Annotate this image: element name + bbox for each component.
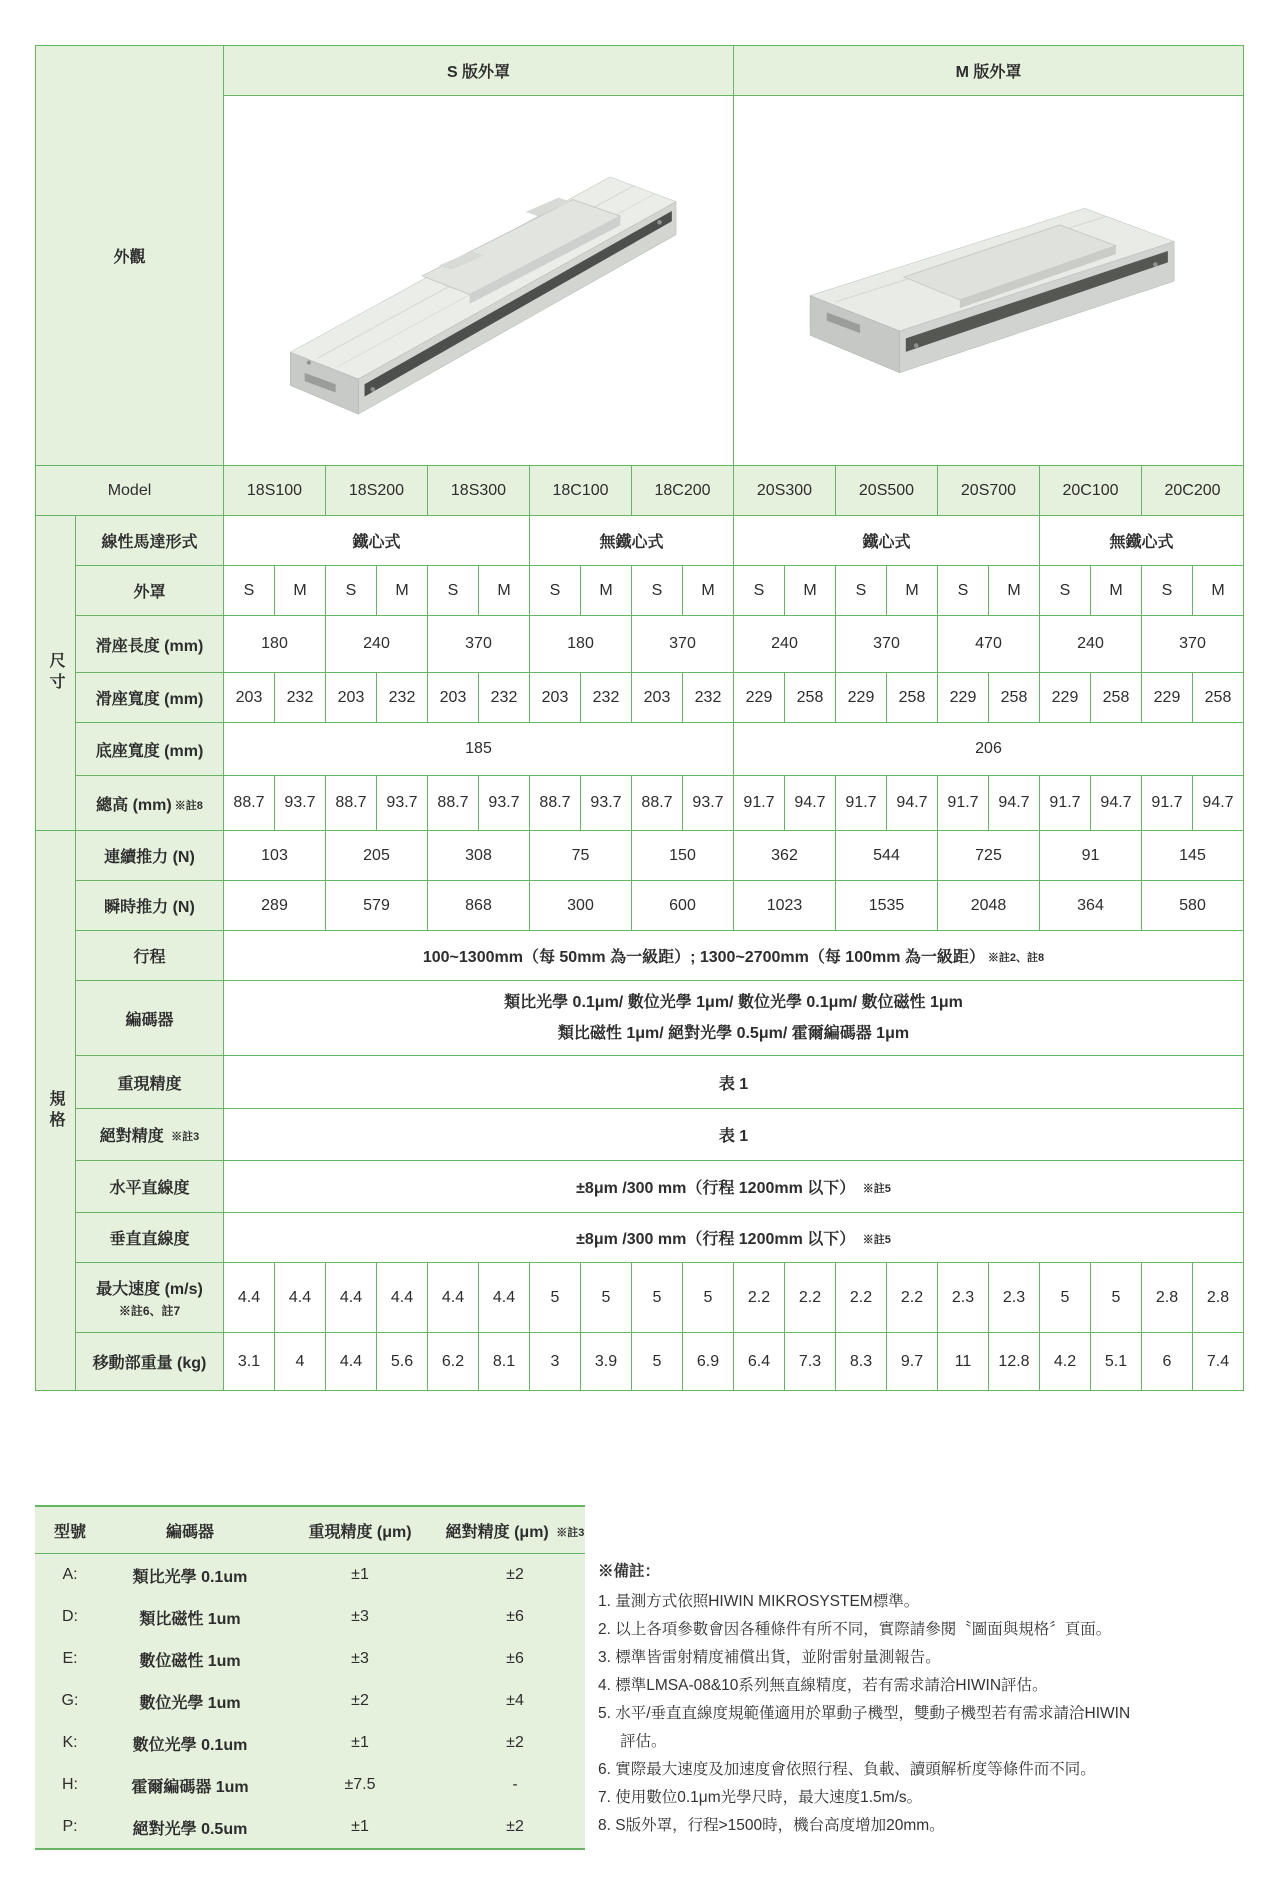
base-width-row bbox=[36, 723, 1244, 776]
value-cell: 289 bbox=[224, 881, 326, 931]
note-ref: ※註8 bbox=[174, 799, 203, 812]
cover-cell: S bbox=[836, 566, 887, 616]
max-speed-label bbox=[76, 1263, 224, 1333]
vertical-straightness-value bbox=[224, 1213, 1244, 1263]
value-cell: 4.4 bbox=[326, 1263, 377, 1333]
motor-type-cell: 無鐵心式 bbox=[1040, 516, 1244, 566]
value-cell: 91.7 bbox=[836, 776, 887, 831]
repeatability-cell: ±3 bbox=[351, 1608, 369, 1625]
value-cell: 370 bbox=[428, 616, 530, 673]
note-ref: ※註5 bbox=[862, 1234, 891, 1246]
max-speed-row bbox=[36, 1263, 1244, 1333]
cover-cell: S bbox=[1142, 566, 1193, 616]
code-cell: D: bbox=[62, 1608, 78, 1625]
value-cell: 8.3 bbox=[836, 1333, 887, 1391]
value-cell: 308 bbox=[428, 831, 530, 881]
horizontal-straightness-label: 水平直線度 bbox=[76, 1161, 224, 1213]
value-cell: 94.7 bbox=[887, 776, 938, 831]
continuous-force-label: 連續推力 (N) bbox=[76, 831, 224, 881]
vertical-straightness-label: 垂直直線度 bbox=[76, 1213, 224, 1263]
value-cell: 240 bbox=[734, 616, 836, 673]
appearance-label: 外觀 bbox=[36, 46, 224, 466]
encoder-table-header-absolute bbox=[445, 1506, 585, 1554]
cover-type-row bbox=[36, 566, 1244, 616]
encoder-line-2: 類比磁性 1μm/ 絕對光學 0.5μm/ 霍爾編碼器 1μm bbox=[557, 1025, 910, 1042]
value-cell: 203 bbox=[428, 673, 479, 723]
value-cell: 5 bbox=[1091, 1263, 1142, 1333]
absolute-cell: - bbox=[512, 1776, 518, 1793]
horizontal-straightness-row bbox=[36, 1161, 1244, 1213]
value-cell: 145 bbox=[1142, 831, 1244, 881]
note-ref: ※註5 bbox=[862, 1183, 891, 1195]
value-cell: 11 bbox=[938, 1333, 989, 1391]
value-cell: 203 bbox=[326, 673, 377, 723]
m-cover-rail-illustration bbox=[779, 148, 1199, 408]
vertical-straightness-row bbox=[36, 1213, 1244, 1263]
value-cell: 93.7 bbox=[479, 776, 530, 831]
value-cell: 8.1 bbox=[479, 1333, 530, 1391]
value-cell: 88.7 bbox=[326, 776, 377, 831]
label-text: 總高 (mm) bbox=[96, 796, 172, 814]
cover-cell: M bbox=[989, 566, 1040, 616]
model-cell: 20C100 bbox=[1040, 466, 1142, 516]
value-cell: 2.2 bbox=[836, 1263, 887, 1333]
value-cell: 868 bbox=[428, 881, 530, 931]
cover-cell: S bbox=[224, 566, 275, 616]
absolute-accuracy-label bbox=[76, 1109, 224, 1161]
value-cell: 94.7 bbox=[1193, 776, 1244, 831]
encoder-table-row bbox=[35, 1596, 585, 1638]
cover-header-row bbox=[36, 46, 1244, 96]
s-cover-rail-illustration bbox=[259, 113, 699, 443]
absolute-cell: ±6 bbox=[506, 1650, 524, 1667]
value-cell: 4.4 bbox=[224, 1263, 275, 1333]
value-cell: 4.4 bbox=[428, 1263, 479, 1333]
value-cell: 232 bbox=[581, 673, 632, 723]
s-cover-product-photo bbox=[224, 96, 734, 466]
value-cell: 93.7 bbox=[377, 776, 428, 831]
value-cell: 2.3 bbox=[989, 1263, 1040, 1333]
model-cell: 18S200 bbox=[326, 466, 428, 516]
cover-cell: S bbox=[428, 566, 479, 616]
code-cell: E: bbox=[62, 1650, 78, 1667]
horizontal-straightness-value bbox=[224, 1161, 1244, 1213]
note-item: 3. 標準皆雷射精度補償出貨，並附雷射量測報告。 bbox=[598, 1649, 941, 1666]
value-cell: 2.8 bbox=[1193, 1263, 1244, 1333]
repeatability-cell: ±2 bbox=[351, 1692, 369, 1709]
value-cell: 229 bbox=[836, 673, 887, 723]
value-cell: 5.1 bbox=[1091, 1333, 1142, 1391]
value-cell: 93.7 bbox=[581, 776, 632, 831]
motor-type-cell: 無鐵心式 bbox=[530, 516, 734, 566]
value-cell: 3.1 bbox=[224, 1333, 275, 1391]
continuous-force-row bbox=[36, 831, 1244, 881]
repeatability-row bbox=[36, 1056, 1244, 1109]
value-cell: 9.7 bbox=[887, 1333, 938, 1391]
stroke-row bbox=[36, 931, 1244, 981]
model-cell: 20S700 bbox=[938, 466, 1040, 516]
encoder-name-cell: 類比光學 0.1um bbox=[132, 1568, 248, 1586]
value-cell: 4.4 bbox=[326, 1333, 377, 1391]
value-cell: 91.7 bbox=[734, 776, 785, 831]
value-cell: 203 bbox=[224, 673, 275, 723]
model-cell: 20S300 bbox=[734, 466, 836, 516]
repeatability-cell: ±3 bbox=[351, 1650, 369, 1667]
value-cell: 180 bbox=[224, 616, 326, 673]
cover-cell: M bbox=[275, 566, 326, 616]
cover-cell: S bbox=[938, 566, 989, 616]
encoder-table-row bbox=[35, 1680, 585, 1722]
value-cell: 258 bbox=[1091, 673, 1142, 723]
cover-cell: M bbox=[1091, 566, 1142, 616]
value-cell: 103 bbox=[224, 831, 326, 881]
note-item: 1. 量測方式依照HIWIN MIKROSYSTEM標準。 bbox=[598, 1593, 920, 1610]
stroke-text: 100~1300mm（每 50mm 為一級距）; 1300~2700mm（每 100mm 為一級距） bbox=[422, 949, 985, 966]
straightness-text: ±8μm /300 mm（行程 1200mm 以下） bbox=[576, 1231, 856, 1248]
note-item: 5. 水平/垂直直線度規範僅適用於單動子機型，雙動子機型若有需求請洽HIWIN評估。 bbox=[598, 1705, 1131, 1750]
value-cell: 5 bbox=[581, 1263, 632, 1333]
value-cell: 5 bbox=[530, 1263, 581, 1333]
note-ref: ※註6、註7 bbox=[118, 1304, 181, 1318]
notes-title: ※備註： bbox=[598, 1563, 661, 1580]
note-item: 4. 標準LMSA-08&10系列無直線精度，若有需求請洽HIWIN評估。 bbox=[598, 1677, 1048, 1694]
model-cell: 18C200 bbox=[632, 466, 734, 516]
slider-width-label: 滑座寬度 (mm) bbox=[76, 673, 224, 723]
encoder-value bbox=[224, 981, 1244, 1056]
value-cell: 3.9 bbox=[581, 1333, 632, 1391]
encoder-table-row bbox=[35, 1554, 585, 1597]
slider-width-row bbox=[36, 673, 1244, 723]
value-cell: 240 bbox=[326, 616, 428, 673]
encoder-row bbox=[36, 981, 1244, 1056]
encoder-table-row bbox=[35, 1764, 585, 1806]
value-cell: 364 bbox=[1040, 881, 1142, 931]
s-cover-header: S 版外罩 bbox=[224, 46, 734, 96]
value-cell: 5 bbox=[1040, 1263, 1091, 1333]
value-cell: 75 bbox=[530, 831, 632, 881]
note-item: 8. S版外罩，行程>1500時，機台高度增加20mm。 bbox=[598, 1817, 945, 1834]
encoder-table-row bbox=[35, 1638, 585, 1680]
value-cell: 94.7 bbox=[989, 776, 1040, 831]
motor-type-row bbox=[36, 516, 1244, 566]
value-cell: 5 bbox=[632, 1333, 683, 1391]
value-cell: 229 bbox=[734, 673, 785, 723]
cover-cell: S bbox=[530, 566, 581, 616]
stroke-value bbox=[224, 931, 1244, 981]
repeatability-cell: ±1 bbox=[351, 1818, 369, 1835]
repeatability-cell: ±1 bbox=[351, 1734, 369, 1751]
value-cell: 1535 bbox=[836, 881, 938, 931]
code-cell: A: bbox=[62, 1566, 78, 1583]
value-cell: 725 bbox=[938, 831, 1040, 881]
header-text: 絕對精度 (μm) bbox=[445, 1523, 549, 1541]
note-ref: ※註3 bbox=[556, 1526, 585, 1539]
moving-weight-row bbox=[36, 1333, 1244, 1391]
repeatability-value: 表 1 bbox=[224, 1056, 1244, 1109]
value-cell: 150 bbox=[632, 831, 734, 881]
value-cell: 362 bbox=[734, 831, 836, 881]
cover-cell: S bbox=[1040, 566, 1091, 616]
value-cell: 6 bbox=[1142, 1333, 1193, 1391]
value-cell: 2.8 bbox=[1142, 1263, 1193, 1333]
value-cell: 203 bbox=[530, 673, 581, 723]
encoder-table-row bbox=[35, 1806, 585, 1849]
absolute-cell: ±4 bbox=[506, 1692, 524, 1709]
base-width-label: 底座寬度 (mm) bbox=[76, 723, 224, 776]
value-cell: 370 bbox=[836, 616, 938, 673]
slider-length-row bbox=[36, 616, 1244, 673]
encoder-table-header-encoder: 編碼器 bbox=[105, 1506, 275, 1554]
model-cell: 18S100 bbox=[224, 466, 326, 516]
value-cell: 2048 bbox=[938, 881, 1040, 931]
total-height-row bbox=[36, 776, 1244, 831]
value-cell: 3 bbox=[530, 1333, 581, 1391]
encoder-table-row bbox=[35, 1722, 585, 1764]
absolute-cell: ±6 bbox=[506, 1608, 524, 1625]
value-cell: 6.9 bbox=[683, 1333, 734, 1391]
value-cell: 240 bbox=[1040, 616, 1142, 673]
value-cell: 232 bbox=[683, 673, 734, 723]
cover-cell: M bbox=[887, 566, 938, 616]
m-cover-product-photo bbox=[734, 96, 1244, 466]
value-cell: 7.4 bbox=[1193, 1333, 1244, 1391]
moving-weight-label: 移動部重量 (kg) bbox=[76, 1333, 224, 1391]
value-cell: 6.4 bbox=[734, 1333, 785, 1391]
value-cell: 258 bbox=[887, 673, 938, 723]
spec-section-label: 規格 bbox=[36, 831, 76, 1391]
encoder-line-1: 類比光學 0.1μm/ 數位光學 1μm/ 數位光學 0.1μm/ 數位磁性 1μm bbox=[504, 994, 963, 1011]
value-cell: 580 bbox=[1142, 881, 1244, 931]
value-cell: 203 bbox=[632, 673, 683, 723]
note-ref: ※註2、註8 bbox=[987, 952, 1045, 964]
motor-type-cell: 鐵心式 bbox=[224, 516, 530, 566]
encoder-accuracy-table bbox=[35, 1505, 585, 1850]
encoder-label: 編碼器 bbox=[76, 981, 224, 1056]
encoder-table-header-repeatability: 重現精度 (μm) bbox=[275, 1506, 445, 1554]
absolute-cell: ±2 bbox=[506, 1818, 524, 1835]
encoder-name-cell: 絕對光學 0.5um bbox=[132, 1820, 248, 1838]
encoder-name-cell: 數位磁性 1um bbox=[139, 1652, 241, 1670]
cover-cell: M bbox=[581, 566, 632, 616]
value-cell: 206 bbox=[734, 723, 1244, 776]
value-cell: 370 bbox=[1142, 616, 1244, 673]
note-item: 6. 實際最大速度及加速度會依照行程、負載、讀頭解析度等條件而不同。 bbox=[598, 1761, 1096, 1778]
value-cell: 232 bbox=[479, 673, 530, 723]
value-cell: 7.3 bbox=[785, 1333, 836, 1391]
encoder-name-cell: 數位光學 1um bbox=[139, 1694, 241, 1712]
value-cell: 94.7 bbox=[785, 776, 836, 831]
encoder-table-header-row bbox=[35, 1506, 585, 1554]
value-cell: 88.7 bbox=[428, 776, 479, 831]
stroke-label: 行程 bbox=[76, 931, 224, 981]
dimension-section-label: 尺寸 bbox=[36, 516, 76, 831]
value-cell: 93.7 bbox=[683, 776, 734, 831]
value-cell: 91.7 bbox=[1142, 776, 1193, 831]
value-cell: 2.2 bbox=[887, 1263, 938, 1333]
value-cell: 4.2 bbox=[1040, 1333, 1091, 1391]
total-height-label bbox=[76, 776, 224, 831]
peak-force-row bbox=[36, 881, 1244, 931]
note-ref: ※註3 bbox=[171, 1131, 200, 1143]
absolute-cell: ±2 bbox=[506, 1566, 524, 1583]
value-cell: 5 bbox=[683, 1263, 734, 1333]
value-cell: 91 bbox=[1040, 831, 1142, 881]
value-cell: 470 bbox=[938, 616, 1040, 673]
cover-cell: M bbox=[1193, 566, 1244, 616]
note-item: 2. 以上各項參數會因各種條件有所不同，實際請參閱〝圖面與規格〞頁面。 bbox=[598, 1621, 1112, 1638]
cover-cell: S bbox=[326, 566, 377, 616]
value-cell: 370 bbox=[632, 616, 734, 673]
motor-type-label: 線性馬達形式 bbox=[76, 516, 224, 566]
value-cell: 88.7 bbox=[224, 776, 275, 831]
cover-cell: M bbox=[479, 566, 530, 616]
value-cell: 2.3 bbox=[938, 1263, 989, 1333]
code-cell: H: bbox=[62, 1776, 78, 1793]
cover-type-label: 外罩 bbox=[76, 566, 224, 616]
slider-length-label: 滑座長度 (mm) bbox=[76, 616, 224, 673]
value-cell: 4.4 bbox=[275, 1263, 326, 1333]
value-cell: 205 bbox=[326, 831, 428, 881]
value-cell: 88.7 bbox=[632, 776, 683, 831]
cover-cell: M bbox=[785, 566, 836, 616]
value-cell: 91.7 bbox=[938, 776, 989, 831]
label-text: 最大速度 (m/s) bbox=[96, 1281, 203, 1298]
cover-cell: S bbox=[632, 566, 683, 616]
encoder-name-cell: 數位光學 0.1um bbox=[132, 1736, 248, 1754]
value-cell: 12.8 bbox=[989, 1333, 1040, 1391]
model-cell: 20C200 bbox=[1142, 466, 1244, 516]
value-cell: 258 bbox=[785, 673, 836, 723]
encoder-table-header-code: 型號 bbox=[35, 1506, 105, 1554]
straightness-text: ±8μm /300 mm（行程 1200mm 以下） bbox=[576, 1180, 856, 1197]
cover-cell: M bbox=[377, 566, 428, 616]
value-cell: 93.7 bbox=[275, 776, 326, 831]
value-cell: 5 bbox=[632, 1263, 683, 1333]
cover-cell: M bbox=[683, 566, 734, 616]
value-cell: 2.2 bbox=[785, 1263, 836, 1333]
value-cell: 229 bbox=[1040, 673, 1091, 723]
value-cell: 6.2 bbox=[428, 1333, 479, 1391]
encoder-name-cell: 類比磁性 1um bbox=[139, 1610, 241, 1628]
cover-cell: S bbox=[734, 566, 785, 616]
repeatability-label: 重現精度 bbox=[76, 1056, 224, 1109]
value-cell: 579 bbox=[326, 881, 428, 931]
notes-section bbox=[598, 1558, 1138, 1840]
value-cell: 1023 bbox=[734, 881, 836, 931]
value-cell: 2.2 bbox=[734, 1263, 785, 1333]
value-cell: 232 bbox=[275, 673, 326, 723]
model-cell: 18S300 bbox=[428, 466, 530, 516]
value-cell: 258 bbox=[1193, 673, 1244, 723]
value-cell: 185 bbox=[224, 723, 734, 776]
value-cell: 88.7 bbox=[530, 776, 581, 831]
absolute-cell: ±2 bbox=[506, 1734, 524, 1751]
motor-type-cell: 鐵心式 bbox=[734, 516, 1040, 566]
model-cell: 18C100 bbox=[530, 466, 632, 516]
value-cell: 232 bbox=[377, 673, 428, 723]
value-cell: 544 bbox=[836, 831, 938, 881]
value-cell: 258 bbox=[989, 673, 1040, 723]
value-cell: 229 bbox=[1142, 673, 1193, 723]
value-cell: 91.7 bbox=[1040, 776, 1091, 831]
model-label: Model bbox=[36, 466, 224, 516]
value-cell: 94.7 bbox=[1091, 776, 1142, 831]
repeatability-cell: ±7.5 bbox=[344, 1776, 376, 1793]
value-cell: 4 bbox=[275, 1333, 326, 1391]
note-item: 7. 使用數位0.1μm光學尺時，最大速度1.5m/s。 bbox=[598, 1789, 923, 1806]
value-cell: 300 bbox=[530, 881, 632, 931]
value-cell: 4.4 bbox=[377, 1263, 428, 1333]
value-cell: 229 bbox=[938, 673, 989, 723]
value-cell: 5.6 bbox=[377, 1333, 428, 1391]
spec-table bbox=[35, 45, 1244, 1391]
model-row bbox=[36, 466, 1244, 516]
peak-force-label: 瞬時推力 (N) bbox=[76, 881, 224, 931]
code-cell: K: bbox=[62, 1734, 78, 1751]
m-cover-header: M 版外罩 bbox=[734, 46, 1244, 96]
code-cell: P: bbox=[62, 1818, 78, 1835]
absolute-accuracy-row bbox=[36, 1109, 1244, 1161]
repeatability-cell: ±1 bbox=[351, 1566, 369, 1583]
encoder-name-cell: 霍爾編碼器 1um bbox=[131, 1778, 249, 1796]
code-cell: G: bbox=[61, 1692, 79, 1709]
model-cell: 20S500 bbox=[836, 466, 938, 516]
label-text: 絕對精度 bbox=[99, 1128, 164, 1145]
value-cell: 4.4 bbox=[479, 1263, 530, 1333]
absolute-accuracy-value: 表 1 bbox=[224, 1109, 1244, 1161]
value-cell: 600 bbox=[632, 881, 734, 931]
value-cell: 180 bbox=[530, 616, 632, 673]
